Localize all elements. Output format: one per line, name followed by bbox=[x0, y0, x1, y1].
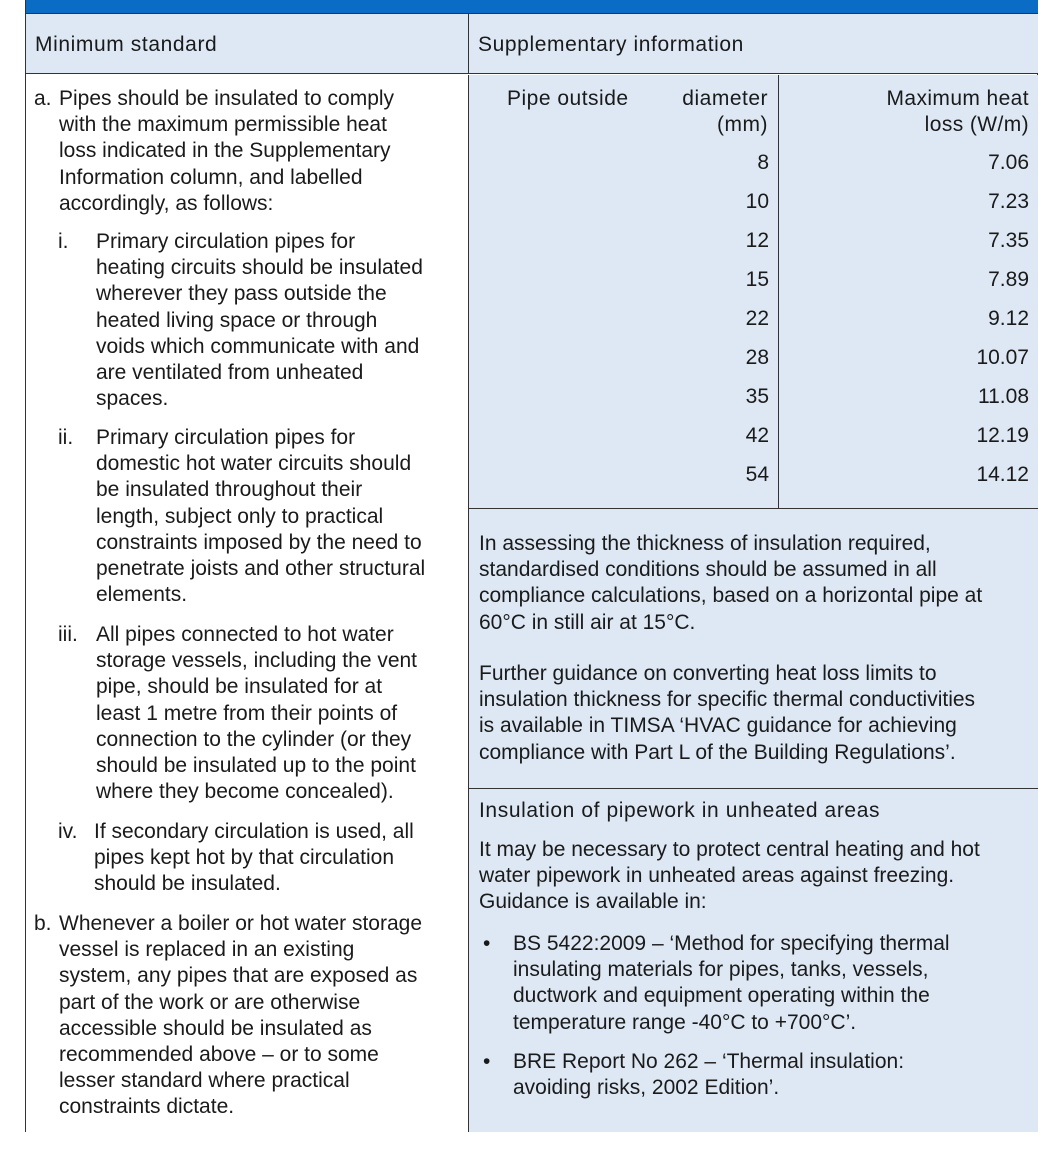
text-line: system, any pipes that are exposed as bbox=[59, 964, 418, 988]
text-line: part of the work or are otherwise bbox=[59, 990, 361, 1014]
header-supplementary-information: Supplementary information bbox=[469, 14, 1038, 74]
text-line: If secondary circulation is used, all bbox=[94, 820, 414, 843]
text-line: domestic hot water circuits should bbox=[96, 452, 412, 476]
text-line: should be insulated up to the point bbox=[96, 754, 416, 778]
text-line: vessel is replaced in an existing bbox=[59, 938, 355, 962]
list-item bbox=[513, 931, 1033, 1036]
text-line: compliance with Part L of the Building Regulations’. bbox=[479, 740, 956, 764]
heat-loss-cell: 7.89 bbox=[988, 268, 1029, 291]
text-line: pipes kept hot by that circulation bbox=[94, 846, 395, 870]
subitem-text bbox=[96, 229, 466, 412]
text-line: length, subject only to practical bbox=[96, 504, 384, 528]
supplementary-information-column bbox=[469, 75, 1038, 1132]
list-item bbox=[513, 1049, 1033, 1101]
item-b-letter: b. bbox=[34, 912, 52, 935]
table-top-bar bbox=[26, 0, 1038, 14]
unheated-areas-title: Insulation of pipework in unheated areas bbox=[479, 799, 881, 822]
text-line: standardised conditions should be assumed in all bbox=[479, 558, 937, 582]
divider bbox=[469, 788, 1038, 789]
pipe-diameter-cell: 8 bbox=[757, 151, 769, 174]
heat-loss-cell: 11.08 bbox=[978, 385, 1029, 408]
text-line: is available in TIMSA ‘HVAC guidance for achieving bbox=[479, 714, 957, 738]
divider bbox=[469, 508, 1038, 509]
heat-loss-cell: 7.06 bbox=[988, 151, 1029, 174]
header-line: diameter bbox=[682, 87, 768, 110]
text-line: pipe, should be insulated for at bbox=[96, 675, 383, 699]
pipe-diameter-cell: 12 bbox=[745, 229, 769, 252]
pipe-diameter-cell: 22 bbox=[745, 307, 769, 330]
text-line: Guidance is available in: bbox=[479, 890, 707, 914]
subitem-number: i. bbox=[58, 230, 69, 253]
pipe-diameter-cell: 35 bbox=[745, 385, 769, 408]
text-line: recommended above – or to some bbox=[59, 1043, 379, 1067]
subitem-text bbox=[94, 819, 464, 898]
text-line: should be insulated. bbox=[94, 872, 281, 896]
pipe-diameter-header-part1: Pipe outside bbox=[507, 87, 629, 110]
pipe-diameter-cell: 42 bbox=[745, 424, 769, 447]
text-line: loss indicated in the Supplementary bbox=[59, 139, 391, 163]
subitem-text bbox=[96, 622, 466, 805]
heat-loss-cell: 10.07 bbox=[976, 346, 1029, 369]
header-minimum-standard: Minimum standard bbox=[26, 14, 469, 74]
header-line: Maximum heat bbox=[886, 87, 1029, 110]
text-line: insulation thickness for specific thermal conductivities bbox=[479, 688, 976, 712]
text-line: water pipework in unheated areas against freezing. bbox=[479, 864, 955, 888]
text-line: Further guidance on converting heat loss limits to bbox=[479, 662, 937, 685]
heat-loss-cell: 7.23 bbox=[988, 190, 1029, 213]
heat-loss-cell: 14.12 bbox=[976, 463, 1029, 486]
bullet-icon: • bbox=[483, 932, 491, 955]
unheated-intro bbox=[479, 837, 1034, 916]
text-line: Pipes should be insulated to comply bbox=[59, 87, 395, 110]
text-line: with the maximum permissible heat bbox=[59, 113, 387, 137]
item-a-letter: a. bbox=[34, 87, 52, 110]
further-guidance-paragraph bbox=[479, 661, 1034, 766]
standards-table bbox=[25, 0, 1038, 1132]
subitem-number: iv. bbox=[58, 820, 78, 843]
text-line: storage vessels, including the vent bbox=[96, 649, 418, 673]
pipe-diameter-cell: 54 bbox=[745, 463, 769, 486]
item-a-text bbox=[59, 86, 464, 217]
heat-loss-cell: 9.12 bbox=[988, 307, 1029, 330]
text-line: BRE Report No 262 – ‘Thermal insulation: bbox=[513, 1050, 905, 1073]
text-line: Primary circulation pipes for bbox=[96, 426, 356, 449]
text-line: accessible should be insulated as bbox=[59, 1016, 372, 1040]
text-line: ductwork and equipment operating within the bbox=[513, 984, 930, 1008]
text-line: connection to the cylinder (or they bbox=[96, 727, 412, 751]
assessing-paragraph bbox=[479, 531, 1034, 636]
pipe-diameter-cell: 15 bbox=[745, 268, 769, 291]
item-b-text bbox=[59, 911, 464, 1121]
text-line: temperature range -40°C to +700°C’. bbox=[513, 1010, 857, 1034]
text-line: elements. bbox=[96, 583, 188, 607]
bullet-icon: • bbox=[483, 1050, 491, 1073]
text-line: Whenever a boiler or hot water storage bbox=[59, 912, 423, 935]
text-line: accordingly, as follows: bbox=[59, 191, 274, 215]
subitem-text bbox=[96, 425, 466, 608]
subitem-number: iii. bbox=[58, 623, 78, 646]
text-line: All pipes connected to hot water bbox=[96, 623, 394, 646]
header-line: (mm) bbox=[717, 113, 768, 137]
text-line: voids which communicate with and bbox=[96, 334, 420, 358]
text-line: heating circuits should be insulated bbox=[96, 256, 423, 280]
max-heat-loss-header bbox=[829, 86, 1029, 138]
heat-loss-cell: 7.35 bbox=[988, 229, 1029, 252]
pipe-diameter-cell: 10 bbox=[745, 190, 769, 213]
text-line: BS 5422:2009 – ‘Method for specifying thermal bbox=[513, 932, 950, 955]
text-line: In assessing the thickness of insulation required, bbox=[479, 532, 931, 555]
text-line: 60°C in still air at 15°C. bbox=[479, 610, 696, 634]
text-line: avoiding risks, 2002 Edition’. bbox=[513, 1076, 780, 1100]
text-line: constraints dictate. bbox=[59, 1095, 235, 1119]
text-line: spaces. bbox=[96, 387, 169, 411]
text-line: heated living space or through bbox=[96, 308, 378, 332]
text-line: where they become concealed). bbox=[96, 780, 394, 804]
text-line: constraints imposed by the need to bbox=[96, 530, 422, 554]
text-line: Information column, and labelled bbox=[59, 165, 363, 189]
text-line: insulating materials for pipes, tanks, vessels, bbox=[513, 958, 929, 982]
pipe-diameter-header-part2 bbox=[648, 86, 768, 138]
text-line: least 1 metre from their points of bbox=[96, 701, 398, 725]
item-b bbox=[34, 911, 464, 1121]
text-line: It may be necessary to protect central heating and hot bbox=[479, 838, 980, 861]
pipe-diameter-cell: 28 bbox=[745, 346, 769, 369]
header-line: loss (W/m) bbox=[924, 113, 1029, 137]
subitem-number: ii. bbox=[58, 426, 74, 449]
text-line: be insulated throughout their bbox=[96, 478, 363, 502]
text-line: penetrate joists and other structural bbox=[96, 557, 426, 581]
text-line: are ventilated from unheated bbox=[96, 361, 364, 385]
text-line: compliance calculations, based on a horizontal pipe at bbox=[479, 584, 983, 608]
text-line: wherever they pass outside the bbox=[96, 282, 387, 306]
text-line: Primary circulation pipes for bbox=[96, 230, 356, 253]
item-a bbox=[34, 86, 464, 217]
minimum-standard-column bbox=[26, 75, 469, 1132]
heat-loss-cell: 12.19 bbox=[976, 424, 1029, 447]
text-line: lesser standard where practical bbox=[59, 1069, 350, 1093]
